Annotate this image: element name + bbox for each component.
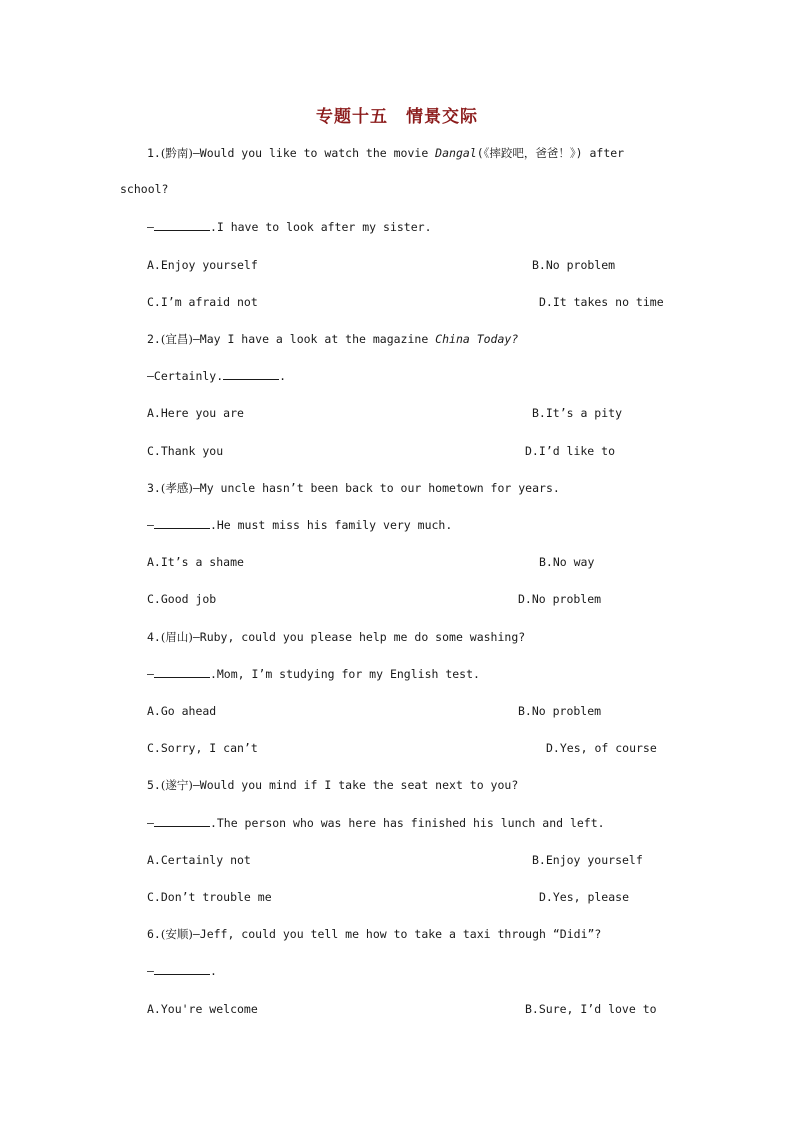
answer-blank [154,517,210,529]
question-3-option-a: A.It’s a shame [147,555,244,569]
question-1-option-b: B.No problem [532,258,616,272]
question-2-option-b: B.It’s a pity [532,406,623,420]
question-6-option-b: B.Sure, I’d love to [525,1002,657,1016]
page-title [0,102,794,127]
title-part2: 情景交际 [406,107,478,127]
question-6-answer-line: — . [147,964,217,978]
question-1-stem: 1.(黔南)—Would you like to watch the movie Dangal(《摔跤吧，爸爸！》) after [147,146,625,160]
question-5-answer-line: — .The person who was here has finished his lunch and left. [147,816,605,830]
question-2-option-a: A.Here you are [147,406,244,420]
question-2-answer-line: —Certainly. . [147,369,287,383]
question-4-stem: 4.(眉山)—Ruby, could you please help me do some washing? [147,630,526,644]
question-6-option-a: A.You're welcome [147,1002,258,1016]
question-4-option-d: D.Yes, of course [546,741,657,755]
answer-blank [154,666,210,678]
question-5-option-a: A.Certainly not [147,853,251,867]
question-4-option-a: A.Go ahead [147,704,217,718]
question-1-option-a: A.Enjoy yourself [147,258,258,272]
question-4-option-b: B.No problem [518,704,602,718]
answer-blank [154,815,210,827]
question-6-stem: 6.(安顺)—Jeff, could you tell me how to take a taxi through “Didi”? [147,927,602,941]
question-3-option-d: D.No problem [518,592,602,606]
question-1-option-d: D.It takes no time [539,295,664,309]
question-3-stem: 3.(孝感)—My uncle hasn’t been back to our hometown for years. [147,481,560,495]
question-2-option-c: C.Thank you [147,444,224,458]
question-3-answer-line: — .He must miss his family very much. [147,518,453,532]
question-4-option-c: C.Sorry, I can’t [147,741,258,755]
title-part1: 专题十五 [316,107,388,127]
question-5-option-d: D.Yes, please [539,890,630,904]
question-1-answer-line: — .I have to look after my sister. [147,220,432,234]
question-2-option-d: D.I’d like to [525,444,616,458]
question-1-option-c: C.I’m afraid not [147,295,258,309]
question-3-option-b: B.No way [539,555,595,569]
question-5-option-c: C.Don’t trouble me [147,890,272,904]
question-5-option-b: B.Enjoy yourself [532,853,643,867]
question-5-stem: 5.(遂宁)—Would you mind if I take the seat next to you? [147,778,519,792]
answer-blank [154,963,210,975]
question-2-stem: 2.(宜昌)—May I have a look at the magazine China Today? [147,332,519,346]
question-1-stem-continued: school? [120,182,169,196]
answer-blank [223,368,279,380]
answer-blank [154,219,210,231]
question-3-option-c: C.Good job [147,592,217,606]
question-4-answer-line: — .Mom, I’m studying for my English test. [147,667,480,681]
